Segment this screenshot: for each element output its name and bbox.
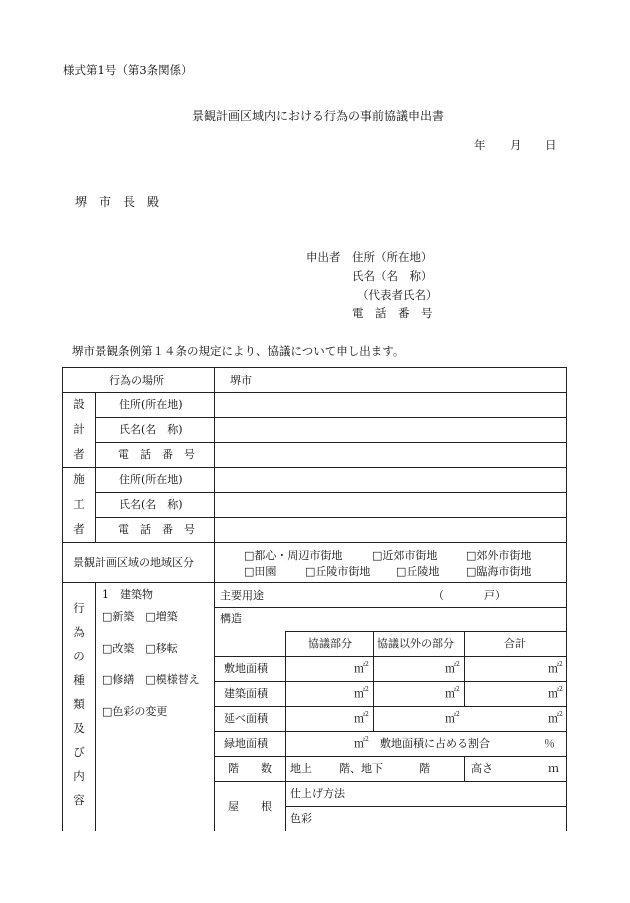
green-ratio-label: 敷地面積に占める割合: [380, 737, 490, 750]
kind-char-8: 内: [73, 769, 85, 783]
designer-char-2: 計: [73, 422, 85, 436]
form-number: 様式第1号（第3条関係）: [63, 63, 193, 77]
applicant-label: 申出者: [306, 250, 341, 264]
green-area-label: 緑地面積: [224, 737, 268, 750]
site-area-unit-3: ㎡$^2$: [548, 661, 563, 675]
header-total: 合計: [504, 637, 526, 650]
option-new-extend[interactable]: □新築 □増築: [102, 610, 178, 623]
builder-char-2: 工: [73, 497, 85, 511]
floor-area-unit-3: ㎡$^2$: [548, 711, 563, 725]
zone-option-hill-urban[interactable]: □丘陵市街地: [305, 565, 371, 578]
site-area-unit-2: ㎡$^2$: [445, 661, 460, 675]
header-consultation-part: 協議部分: [308, 637, 352, 650]
green-area-unit: ㎡$^2$: [354, 736, 369, 750]
applicant-name: 氏名（名 称）: [352, 269, 433, 283]
kind-char-1: 行: [73, 601, 85, 615]
green-ratio-percent: ％: [544, 737, 555, 750]
designer-char-3: 者: [73, 447, 85, 461]
building-area-unit-2: ㎡$^2$: [445, 686, 460, 700]
height-unit: ｍ: [548, 762, 559, 775]
designer-char-1: 設: [73, 397, 85, 411]
roof-color-label: 色彩: [290, 812, 312, 825]
applicant-address: 住所（所在地）: [352, 250, 433, 264]
floors-basement: 階、地下: [339, 762, 383, 775]
floor-area-unit-2: ㎡$^2$: [445, 711, 460, 725]
structure-label: 構造: [220, 612, 242, 625]
designer-name-label: 氏名(名 称): [119, 423, 183, 436]
designer-address-label: 住所(所在地): [119, 398, 183, 411]
option-repair-remodel[interactable]: □修繕 □模様替え: [102, 673, 200, 686]
application-form-table: [62, 367, 567, 831]
location-value[interactable]: 堺市: [230, 374, 252, 387]
floors-above: 地上: [290, 762, 312, 775]
floor-area-label: 延べ面積: [224, 712, 268, 725]
kind-char-9: 容: [73, 793, 85, 807]
date-day: 日: [545, 138, 557, 152]
zone-option-rural[interactable]: □田園: [244, 565, 277, 578]
builder-phone-label: 電 話 番 号: [118, 523, 195, 536]
zone-label: 景観計画区域の地域区分: [73, 556, 194, 569]
zone-option-suburban[interactable]: □近郊市街地: [372, 549, 438, 562]
kind-char-5: 類: [73, 697, 85, 711]
roof-label: 屋 根: [228, 800, 272, 813]
zone-option-coastal[interactable]: □臨海市街地: [466, 565, 532, 578]
floors-end: 階: [419, 762, 430, 775]
units-open-paren: （: [433, 589, 444, 602]
statement: 堺市景観条例第１４条の規定により、協議について申し出ます。: [72, 344, 405, 358]
kind-char-4: 種: [73, 673, 85, 687]
addressee: 堺 市 長 殿: [75, 195, 160, 209]
floor-area-unit-1: ㎡$^2$: [354, 711, 369, 725]
applicant-phone: 電 話 番 号: [352, 306, 433, 320]
designer-phone-label: 電 話 番 号: [118, 448, 195, 461]
date-month: 月: [510, 138, 522, 152]
builder-char-3: 者: [73, 522, 85, 536]
header-other-part: 協議以外の部分: [377, 637, 454, 650]
roof-finish-label: 仕上げ方法: [290, 787, 345, 800]
kind-char-3: の: [73, 649, 85, 663]
site-area-unit-1: ㎡$^2$: [354, 661, 369, 675]
kind-char-2: 為: [73, 625, 85, 639]
building-area-unit-1: ㎡$^2$: [354, 686, 369, 700]
floors-label: 階 数: [228, 762, 272, 775]
applicant-representative: （代表者氏名）: [357, 288, 438, 302]
height-label: 高さ: [471, 762, 493, 775]
kind-char-6: 及: [73, 721, 85, 735]
zone-option-outer-suburban[interactable]: □郊外市街地: [466, 549, 532, 562]
building-heading: 1 建築物: [102, 588, 153, 601]
building-area-label: 建築面積: [224, 687, 268, 700]
main-use-label: 主要用途: [220, 589, 264, 602]
builder-name-label: 氏名(名 称): [119, 498, 183, 511]
date-year: 年: [474, 138, 486, 152]
builder-address-label: 住所(所在地): [119, 473, 183, 486]
document-title: 景観計画区域内における行為の事前協議申出書: [192, 109, 445, 123]
zone-option-hill[interactable]: □丘陵地: [396, 565, 440, 578]
units-label: 戸）: [484, 589, 506, 602]
option-color-change[interactable]: □色彩の変更: [102, 705, 168, 718]
site-area-label: 敷地面積: [224, 662, 268, 675]
location-label: 行為の場所: [109, 374, 164, 387]
building-area-unit-3: ㎡$^2$: [548, 686, 563, 700]
option-rebuild-relocate[interactable]: □改築 □移転: [102, 642, 178, 655]
builder-char-1: 施: [73, 472, 85, 486]
kind-char-7: び: [73, 745, 85, 759]
zone-option-urban-center[interactable]: □都心・周辺市街地: [244, 549, 343, 562]
